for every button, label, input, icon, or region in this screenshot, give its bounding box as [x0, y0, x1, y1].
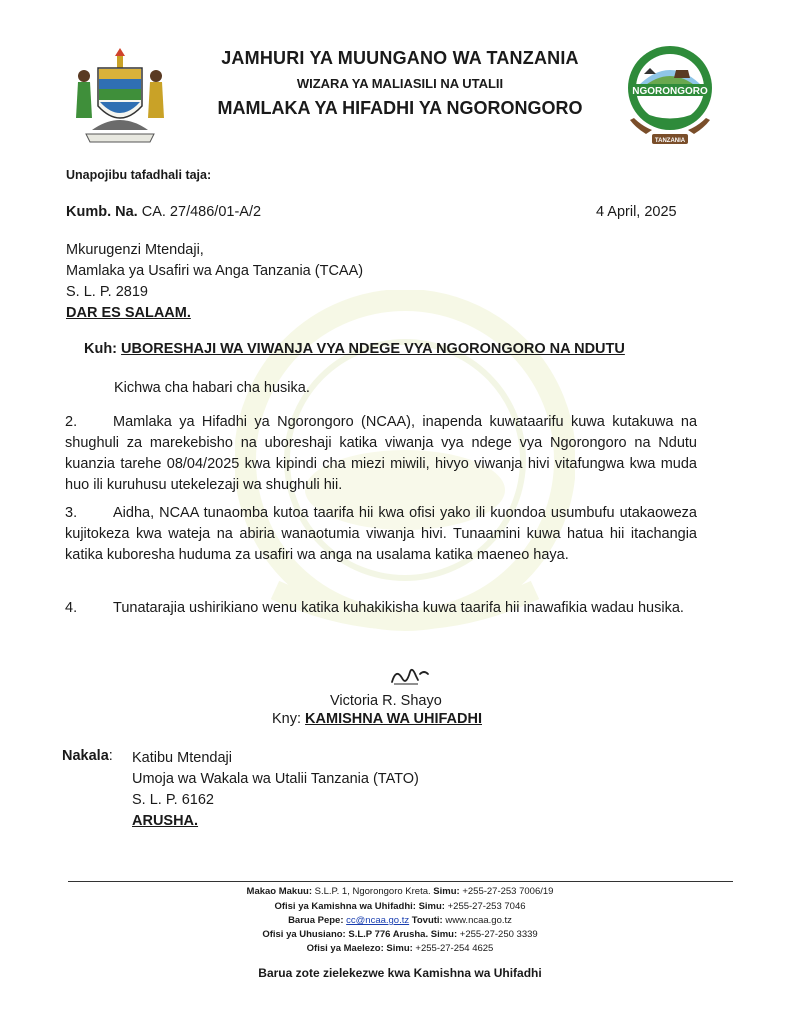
- header-authority: MAMLAKA YA HIFADHI YA NGORONGORO: [217, 98, 583, 118]
- recipient-line1: Mkurugenzi Mtendaji,: [66, 242, 204, 258]
- signatory-title-line: [272, 711, 482, 727]
- footer-divider: [68, 881, 733, 882]
- intro-line: Kichwa cha habari cha husika.: [114, 380, 310, 396]
- copy-line1: Katibu Mtendaji: [132, 750, 232, 766]
- footer-contact: Barua Pepe: cc@ncaa.go.tz Tovuti: www.ncaa.go.tz: [288, 915, 512, 926]
- paragraph-2-first-line: Mamlaka ya Hifadhi ya Ngorongoro (NCAA), inapenda kuwataarifu kuwa kutakuwa: [113, 414, 674, 430]
- handwritten-signature: [388, 664, 432, 688]
- copy-line3: S. L. P. 6162: [132, 792, 214, 808]
- copy-city: ARUSHA.: [132, 813, 199, 829]
- footer-website[interactable]: www.ncaa.go.tz: [445, 915, 512, 926]
- kny-label: Kny:: [272, 711, 302, 727]
- paragraph-2-number: 2.: [65, 414, 78, 430]
- paragraph-3-first-line: Aidha, NCAA tunaomba kutoa taarifa hii kwa ofisi yako ili kuondoa usumbufu: [113, 505, 615, 521]
- footer-info: Ofisi ya Maelezo: Simu: +255-27-254 4625: [306, 943, 494, 954]
- paragraph-2: [65, 412, 697, 496]
- paragraph-2-text: na shughuli za marekebisho na uboreshaji katika viwanja vya ndege vya Ngorongoro na Ndutu kuanzia tarehe 08/04/2025 kwa kipindi cha miezi miwili, hivyo viwanja hivi vitafungwa kwa muda huo ili kuruhusu utekelezaji wa shughuli hii.: [65, 414, 698, 493]
- ncaa-logo-icon: [622, 44, 718, 148]
- letter-date: 4 April, 2025: [596, 204, 677, 220]
- ncaa-logo-ribbon: TANZANIA: [654, 138, 686, 144]
- footer-closing: Barua zote zielekezwe kwa Kamishna wa Uhifadhi: [258, 966, 542, 980]
- recipient-line2: Mamlaka ya Usafiri wa Anga Tanzania (TCAA): [66, 263, 364, 279]
- paragraph-4-text: husika.: [637, 600, 684, 616]
- paragraph-3-number: 3.: [65, 505, 78, 521]
- footer-commissioner: Ofisi ya Kamishna wa Uhifadhi: Simu: +255-27-253 7046: [274, 901, 526, 912]
- paragraph-4-first-line: Tunatarajia ushirikiano wenu katika kuhakikisha kuwa taarifa hii inawafikia wadau: [113, 600, 634, 616]
- copy-label: Nakala:: [62, 748, 113, 764]
- copy-recipient: [132, 748, 419, 832]
- footer-email-link[interactable]: cc@ncaa.go.tz: [346, 915, 410, 926]
- ncaa-logo-text: NGORONGORO: [632, 86, 708, 97]
- signatory-name: Victoria R. Shayo: [330, 693, 442, 709]
- recipient-city: DAR ES SALAAM.: [66, 305, 191, 321]
- paragraph-3: [65, 503, 697, 566]
- reply-prompt: Unapojibu tafadhali taja:: [66, 168, 212, 182]
- footer-relations: Ofisi ya Uhusiano: S.L.P 776 Arusha. Simu: +255-27-250 3339: [262, 929, 538, 940]
- kumb-label: Kumb. Na.: [66, 204, 138, 220]
- subject-label: Kuh:: [84, 341, 118, 357]
- paragraph-4-number: 4.: [65, 600, 78, 616]
- subject-line: [84, 341, 625, 357]
- signatory-title: KAMISHNA WA UHIFADHI: [305, 711, 482, 727]
- paragraph-4: [65, 598, 697, 619]
- footer-hq: Makao Makuu: S.L.P. 1, Ngorongoro Kreta. Simu: +255-27-253 7006/19: [246, 886, 554, 897]
- copy-line2: Umoja wa Wakala wa Utalii Tanzania (TATO): [132, 771, 419, 787]
- subject-text: UBORESHAJI WA VIWANJA VYA NDEGE VYA NGORONGORO NA NDUTU: [121, 341, 625, 357]
- recipient-address: [66, 240, 363, 324]
- recipient-line3: S. L. P. 2819: [66, 284, 148, 300]
- header-country: JAMHURI YA MUUNGANO WA TANZANIA: [221, 48, 579, 68]
- header-ministry: WIZARA YA MALIASILI NA UTALII: [296, 76, 504, 91]
- reference-number: [66, 202, 261, 223]
- paragraph-3-text: utakaoweza kujitokeza kwa wateja na abiria wanaotumia viwanja hivi. Tunaamini kuwa hatua hii itachangia katika kuboresha huduma za usafiri wa anga na usalama katika maeneo haya.: [65, 505, 697, 563]
- kumb-value: CA. 27/486/01-A/2: [141, 204, 262, 220]
